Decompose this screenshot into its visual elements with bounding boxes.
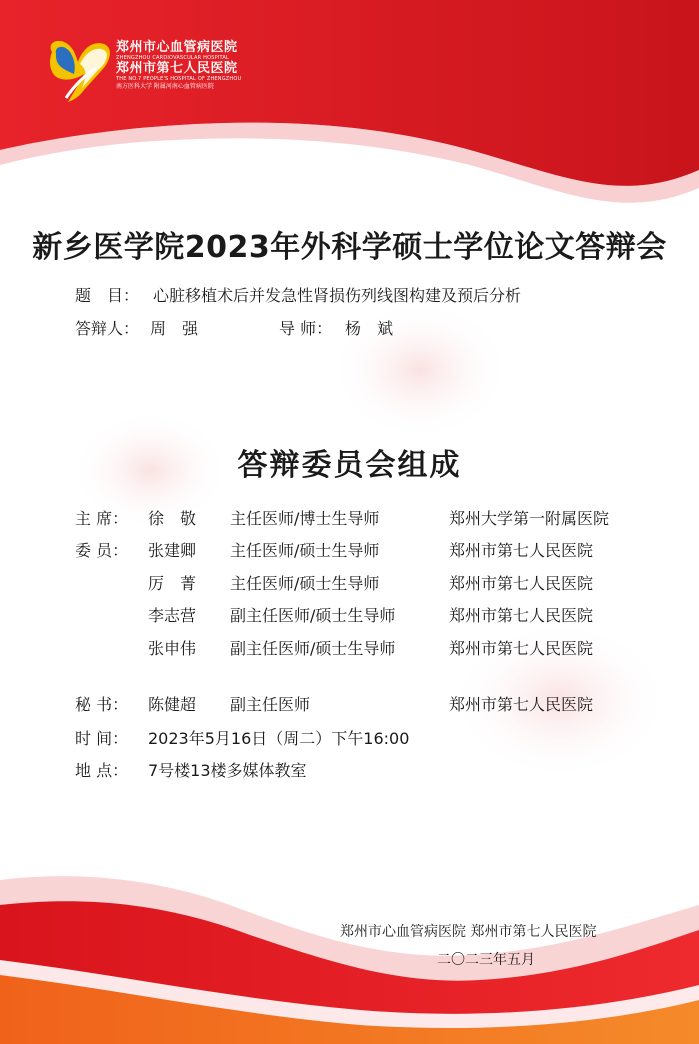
hospital-logo (44, 38, 264, 104)
secretary-title: 副主任医师 (230, 695, 311, 714)
logo-hospital-name-1: 郑州市心血管病医院 (116, 40, 238, 55)
thesis-value: 心脏移植术后并发急性肾损伤列线图构建及预后分析 (153, 286, 522, 305)
time-label: 时 间： (75, 729, 129, 748)
defender-label: 答辩人： (75, 319, 140, 338)
committee-title-text: 副主任医师/硕士生导师 (230, 639, 396, 658)
committee-title: 答辩委员会组成 (237, 448, 462, 483)
secretary-name: 陈健超 (148, 695, 197, 714)
advisor-value: 杨 斌 (345, 319, 394, 338)
logo-hospital-name-2-en: THE NO.7 PEOPLE'S HOSPITAL OF ZHENGZHOU (116, 76, 242, 82)
committee-title-text: 副主任医师/硕士生导师 (230, 606, 396, 625)
time-value: 2023年5月16日（周二）下午16:00 (148, 729, 410, 748)
logo-text (116, 40, 266, 91)
committee-name: 徐 敬 (148, 509, 197, 528)
heart-logo-icon (44, 38, 114, 104)
logo-hospital-name-1-en: ZHENGZHOU CARDIOVASCULAR HOSPITAL (116, 55, 229, 61)
committee-org: 郑州市第七人民医院 (449, 606, 594, 625)
logo-hospital-name-2: 郑州市第七人民医院 (116, 61, 238, 76)
committee-title-text: 主任医师/硕士生导师 (230, 574, 380, 593)
committee-name: 厉 菁 (148, 574, 197, 593)
advisor-label: 导 师： (279, 319, 333, 338)
defender-value: 周 强 (150, 319, 199, 338)
committee-org: 郑州市第七人民医院 (449, 541, 594, 560)
thesis-label: 题 目： (75, 286, 140, 305)
place-value: 7号楼13楼多媒体教室 (148, 761, 307, 780)
committee-org: 郑州市第七人民医院 (449, 639, 594, 658)
committee-org: 郑州大学第一附属医院 (449, 509, 610, 528)
committee-role: 主 席： (75, 509, 129, 528)
logo-affiliation: 南方医科大学 附属河南心血管病医院 (116, 83, 214, 90)
footer-date: 二〇二三年五月 (437, 952, 535, 968)
committee-title-text: 主任医师/硕士生导师 (230, 541, 380, 560)
committee-title-text: 主任医师/博士生导师 (230, 509, 380, 528)
committee-role: 委 员： (75, 541, 129, 560)
committee-name: 张建卿 (148, 541, 197, 560)
committee-name: 张申伟 (148, 639, 197, 658)
secretary-org: 郑州市第七人民医院 (449, 695, 594, 714)
committee-org: 郑州市第七人民医院 (449, 574, 594, 593)
footer-orgs: 郑州市心血管病医院 郑州市第七人民医院 (340, 924, 597, 940)
secretary-role: 秘 书： (75, 695, 129, 714)
place-label: 地 点： (75, 761, 129, 780)
page-title: 新乡医学院2023年外科学硕士学位论文答辩会 (32, 230, 667, 265)
committee-name: 李志营 (148, 606, 197, 625)
